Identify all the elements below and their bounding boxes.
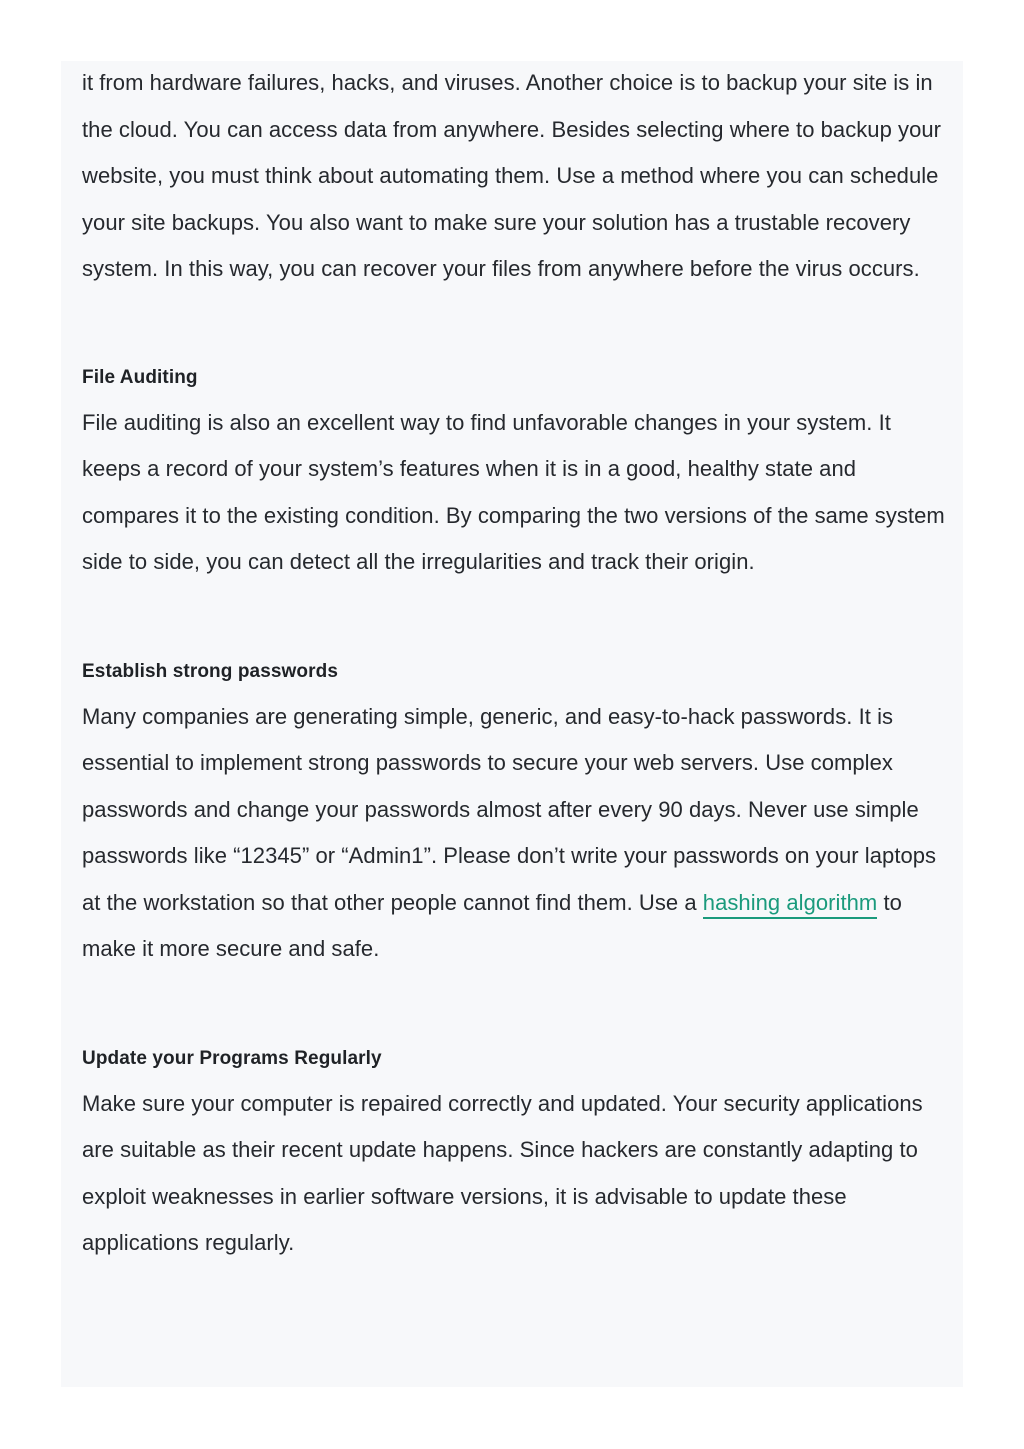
- article-content: [82, 60, 952, 1267]
- body-text-before-link: Many companies are generating simple, generic, and easy-to-hack passwords. It is essential to implement strong passwords to secure your web servers. Use complex passwords and change your passwords almost after every 90 days. Never use simple passwords like “12345” or “Admin1”. Please don’t write your passwords on your laptops at the workstation so that other people cannot find them. Use a: [82, 703, 937, 915]
- section-update-programs: [82, 1045, 952, 1267]
- hashing-algorithm-link[interactable]: hashing algorithm: [703, 890, 878, 919]
- section-heading-update-programs: Update your Programs Regularly: [82, 1047, 382, 1069]
- section-file-auditing: [82, 364, 952, 586]
- section-body-file-auditing: File auditing is also an excellent way to find unfavorable changes in your system. It keeps a record of your system’s features when it is in a good, healthy state and compares it to the existing condition. By comparing the two versions of the same system side to side, you can detect all the irregularities and track their origin.: [82, 409, 945, 574]
- section-body-update-programs: Make sure your computer is repaired correctly and updated. Your security applications are suitable as their recent update happens. Since hackers are constantly adapting to exploit weaknesses in earlier software versions, it is advisable to update these applications regularly.: [82, 1090, 923, 1255]
- body-text-after-link: to make it more secure and safe.: [82, 889, 902, 961]
- section-heading-file-auditing: File Auditing: [82, 366, 198, 388]
- section-strong-passwords: [82, 658, 952, 973]
- section-heading-strong-passwords: Establish strong passwords: [82, 660, 338, 682]
- section-body-strong-passwords: [82, 694, 952, 973]
- intro-paragraph: it from hardware failures, hacks, and viruses. Another choice is to backup your site is in the cloud. You can access data from anywhere. Besides selecting where to backup your website, you must think about automating them. Use a method where you can schedule your site backups. You also want to make sure your solution has a trustable recovery system. In this way, you can recover your files from anywhere before the virus occurs.: [82, 70, 942, 281]
